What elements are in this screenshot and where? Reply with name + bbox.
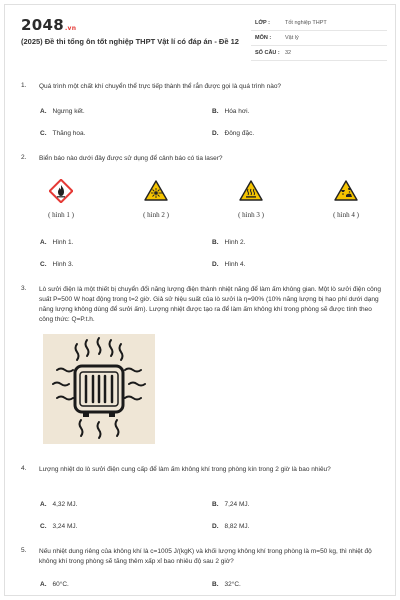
electric-heater-icon [43,334,155,444]
logo-suffix: .vn [64,25,77,32]
hot-surface-warning-icon [238,179,264,203]
option-4c[interactable] [40,523,77,530]
question-number: 4. [21,465,27,472]
sign-caption: ( hình 1 ) [48,211,74,219]
option-letter: D. [212,261,219,268]
meta-row-question-count [251,46,387,61]
question-text: Nếu nhiệt dung riêng của không khí là c=1005 J/(kgK) và khối lượng không khí trong phòng là m=50 kg, thì nhiệt độ không khí trong phòng sẽ tăng thêm xấp xỉ bao nhiêu độ sau 2 giờ? [39,548,372,565]
sign-caption: ( hình 3 ) [238,211,264,219]
option-letter: A. [40,108,47,115]
option-letter: D. [212,523,219,530]
option-text: Hóa hơi. [224,108,250,115]
option-letter: C. [40,261,47,268]
option-text: 60°C. [52,581,69,588]
option-1a[interactable] [40,108,85,115]
option-5b[interactable] [212,581,241,588]
sign-figure-3 [221,179,281,219]
option-text: Thăng hoa. [52,130,86,137]
option-letter: C. [40,523,47,530]
option-text: 8,82 MJ. [224,523,250,530]
option-letter: A. [40,501,47,508]
question-number: 2. [21,154,27,161]
exam-page [4,4,396,596]
meta-value: Vật lý [285,35,299,41]
option-2d[interactable] [212,261,245,268]
meta-value: 32 [285,50,292,56]
option-5a[interactable] [40,581,69,588]
option-2b[interactable] [212,239,245,246]
sign-caption: ( hình 2 ) [143,211,169,219]
sign-figure-2 [126,179,186,219]
logo-text: 2048 [21,16,64,34]
option-letter: C. [40,130,47,137]
question-number: 5. [21,547,27,554]
sign-figure-4 [316,179,376,219]
option-letter: B. [212,501,219,508]
option-letter: D. [212,130,219,137]
site-logo[interactable] [21,16,76,34]
option-text: 4,32 MJ. [52,501,78,508]
option-text: 7,24 MJ. [224,501,250,508]
option-letter: B. [212,239,219,246]
question-text: Lượng nhiệt do lò sưởi điện cung cấp để làm ấm không khí trong phòng kín trong 2 giờ là bao nhiêu? [39,466,331,473]
flammable-warning-icon [49,179,73,203]
option-4b[interactable] [212,501,249,508]
option-text: 3,24 MJ. [52,523,78,530]
option-text: Hình 4. [224,261,246,268]
question-number: 1. [21,82,27,89]
heater-illustration [43,334,155,444]
exam-title: (2025) Đề thi tổng ôn tốt nghiệp THPT Vật lí có đáp án - Đề 12 [21,37,239,46]
option-1d[interactable] [212,130,254,137]
option-text: Hình 3. [52,261,74,268]
option-letter: A. [40,581,47,588]
meta-label: MÔN : [255,35,272,41]
option-2a[interactable] [40,239,73,246]
option-letter: A. [40,239,47,246]
laser-warning-icon [143,179,169,203]
meta-value: Tốt nghiệp THPT [285,20,327,26]
sign-caption: ( hình 4 ) [333,211,359,219]
option-text: Hình 2. [224,239,246,246]
option-4d[interactable] [212,523,249,530]
option-1c[interactable] [40,130,85,137]
exam-meta [251,16,387,61]
question-number: 3. [21,285,27,292]
page-header [5,5,396,63]
option-text: Hình 1. [52,239,74,246]
corrosive-warning-icon [333,179,359,203]
question-text: Lò sưởi điện là một thiết bị chuyển đổi năng lượng điện thành nhiệt năng để làm ấm không gian. Một lò sưởi điện công suất P=500 W hoạt động trong t=2 giờ. Giả sử hiệu suất của lò sưởi là η=90% (10% năng lượng bị hao phí dưới dạng năng lượng không dùng để sưởi ấm). Lượng nhiệt được tạo ra để làm ấm không khí trong phòng sẽ được tính theo công thức: Q=P.t.h. [39,286,382,323]
option-1b[interactable] [212,108,249,115]
option-letter: B. [212,581,219,588]
warning-signs-row [21,179,387,229]
meta-label: SỐ CÂU : [255,50,280,56]
option-text: Ngưng kết. [52,108,85,115]
question-text: Quá trình một chất khí chuyển thể trực tiếp thành thể rắn được gọi là quá trình nào? [39,83,282,90]
meta-row-subject [251,31,387,46]
option-4a[interactable] [40,501,77,508]
option-letter: B. [212,108,219,115]
sign-figure-1 [31,179,91,219]
option-2c[interactable] [40,261,73,268]
question-text: Biển báo nào dưới đây được sử dụng để cảnh báo có tia laser? [39,155,223,162]
meta-label: LỚP : [255,20,270,26]
option-text: Đông đặc. [224,130,255,137]
meta-row-class [251,16,387,31]
option-text: 32°C. [224,581,241,588]
